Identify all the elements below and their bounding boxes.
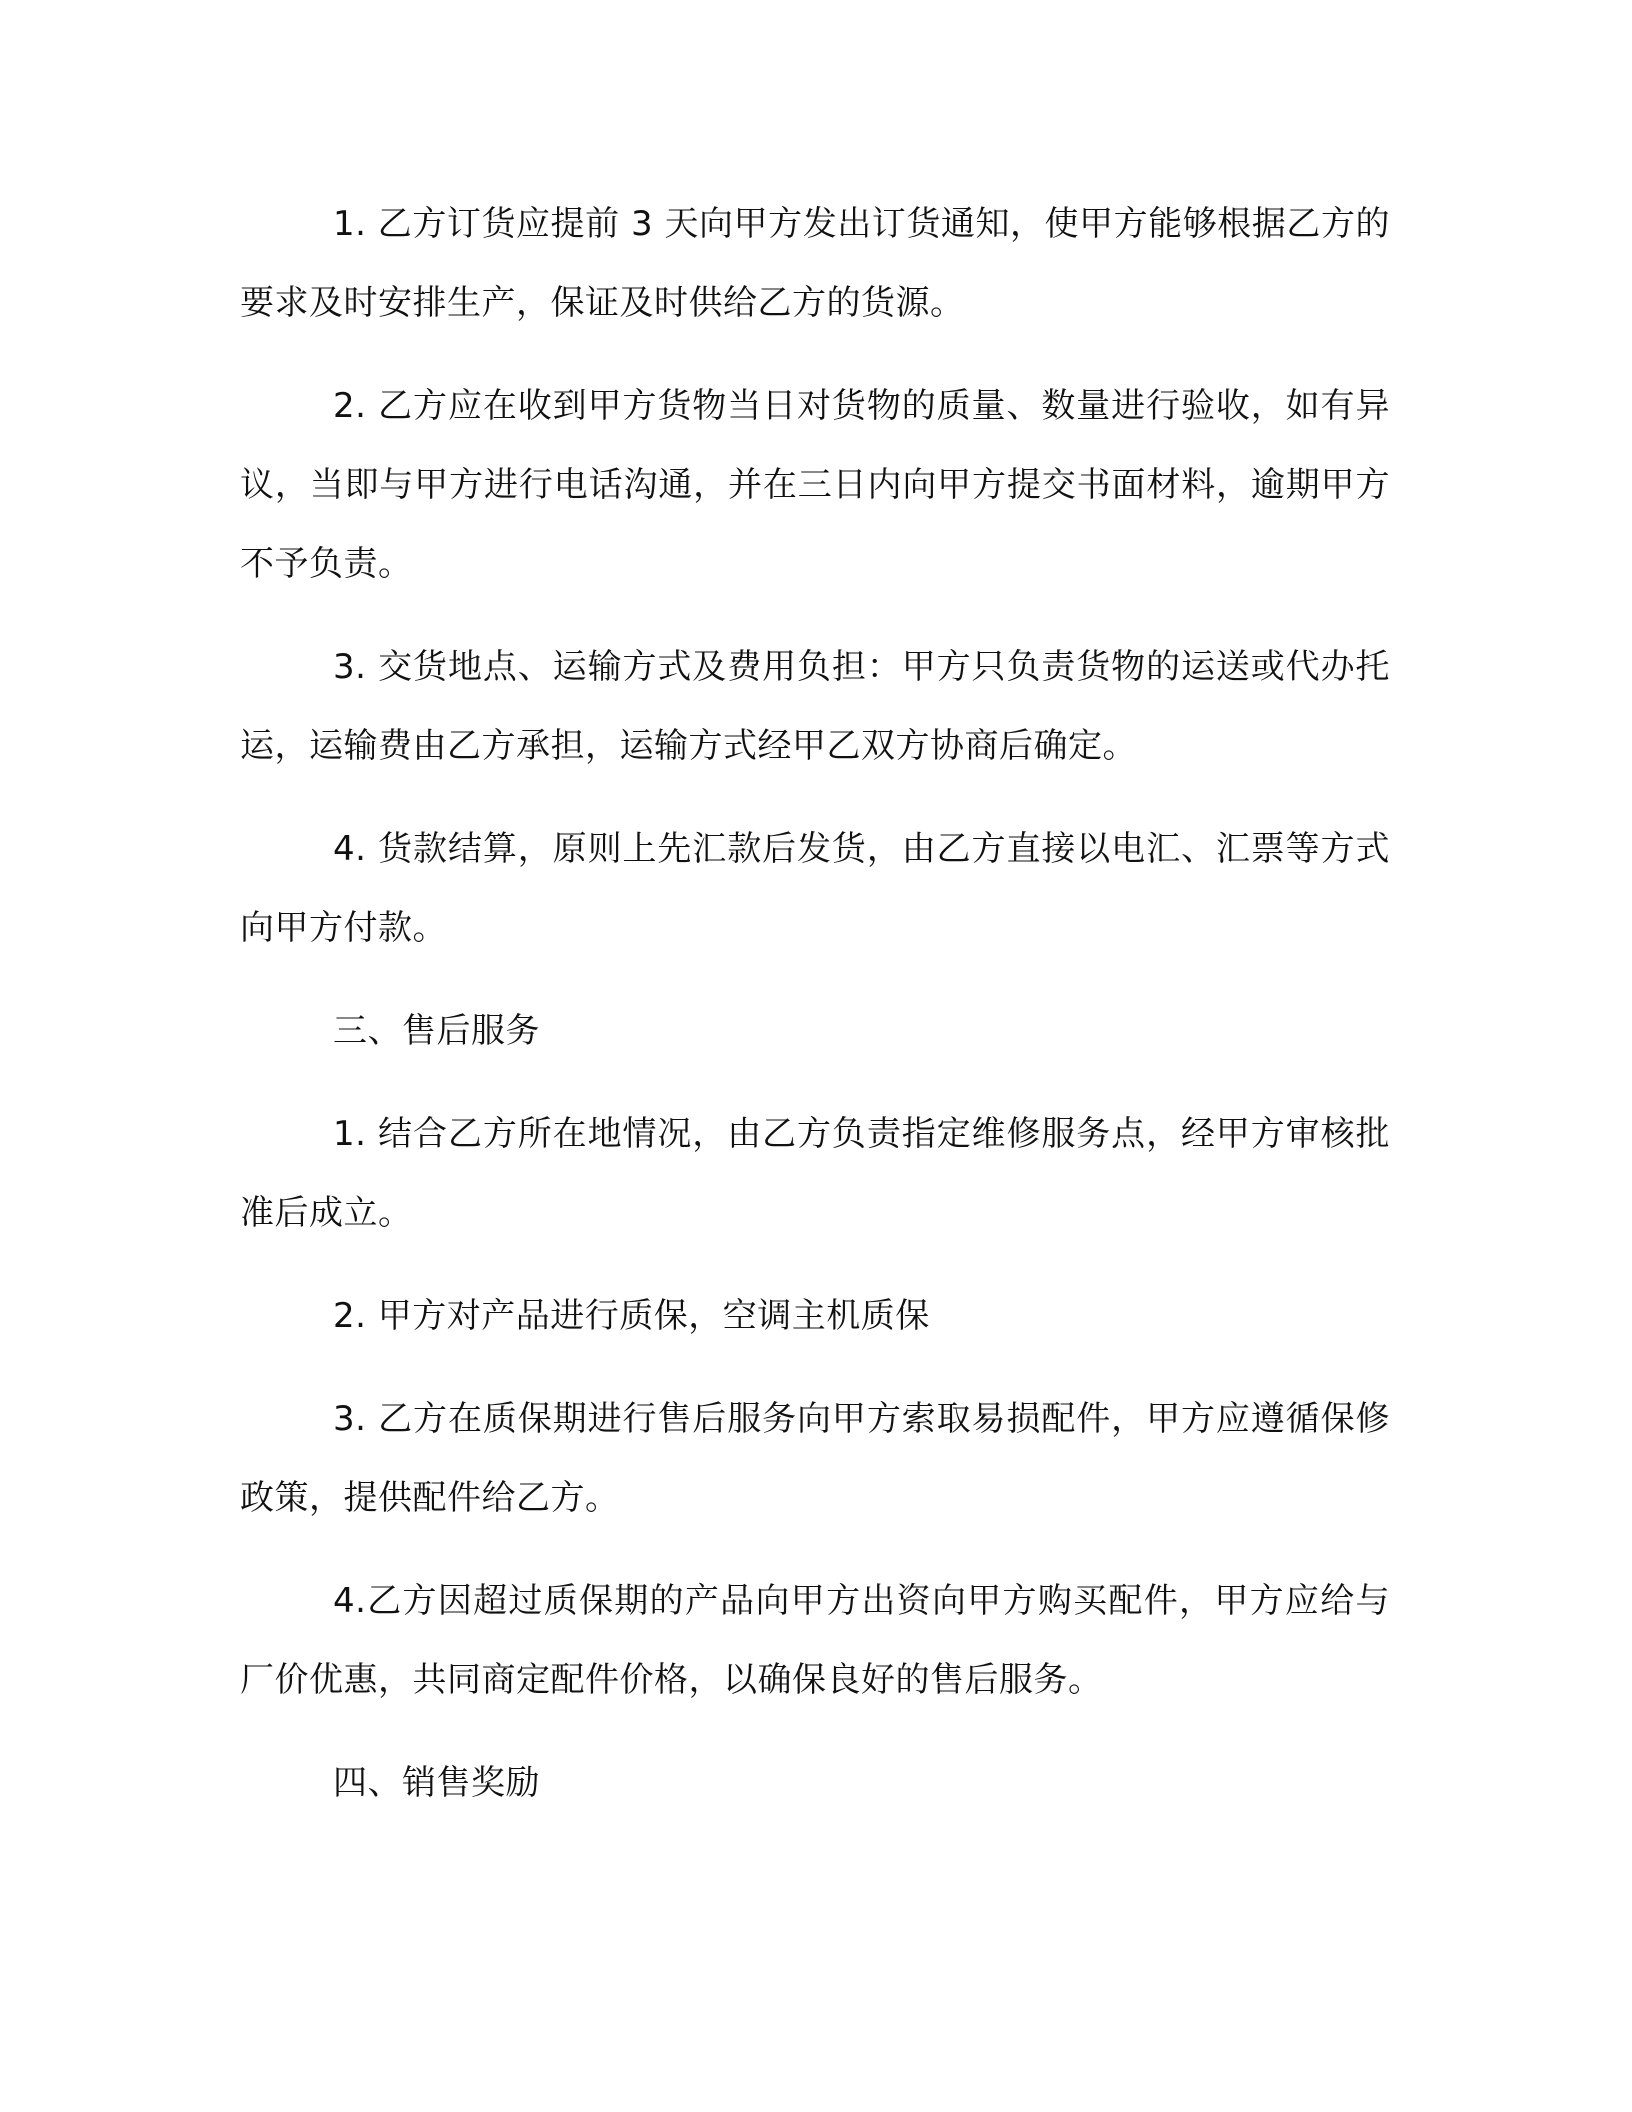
paragraph-delivery: 3. 交货地点、运输方式及费用负担：甲方只负责货物的运送或代办托运，运输费由乙方承担，运输方式经甲乙双方协商后确定。 xyxy=(240,647,1390,766)
paragraph-ordering-notice: 1. 乙方订货应提前 3 天向甲方发出订货通知，使甲方能够根据乙方的要求及时安排生产，保证及时供给乙方的货源。 xyxy=(240,204,1390,323)
paragraph-inspection: 2. 乙方应在收到甲方货物当日对货物的质量、数量进行验收，如有异议，当即与甲方进行电话沟通，并在三日内向甲方提交书面材料，逾期甲方不予负责。 xyxy=(240,386,1390,584)
section-heading-sales-reward: 四、销售奖励 xyxy=(333,1763,540,1803)
paragraph-service-point: 1. 结合乙方所在地情况，由乙方负责指定维修服务点，经甲方审核批准后成立。 xyxy=(240,1114,1390,1233)
document-body xyxy=(240,185,1390,1847)
section-heading-after-sales: 三、售后服务 xyxy=(333,1011,540,1051)
paragraph-payment: 4. 货款结算，原则上先汇款后发货，由乙方直接以电汇、汇票等方式向甲方付款。 xyxy=(240,829,1390,948)
paragraph-warranty: 2. 甲方对产品进行质保，空调主机质保 xyxy=(333,1296,930,1336)
paragraph-out-of-warranty: 4.乙方因超过质保期的产品向甲方出资向甲方购买配件，甲方应给与厂价优惠，共同商定配件价格，以确保良好的售后服务。 xyxy=(240,1581,1390,1700)
paragraph-spare-parts: 3. 乙方在质保期进行售后服务向甲方索取易损配件，甲方应遵循保修政策，提供配件给乙方。 xyxy=(240,1399,1390,1518)
